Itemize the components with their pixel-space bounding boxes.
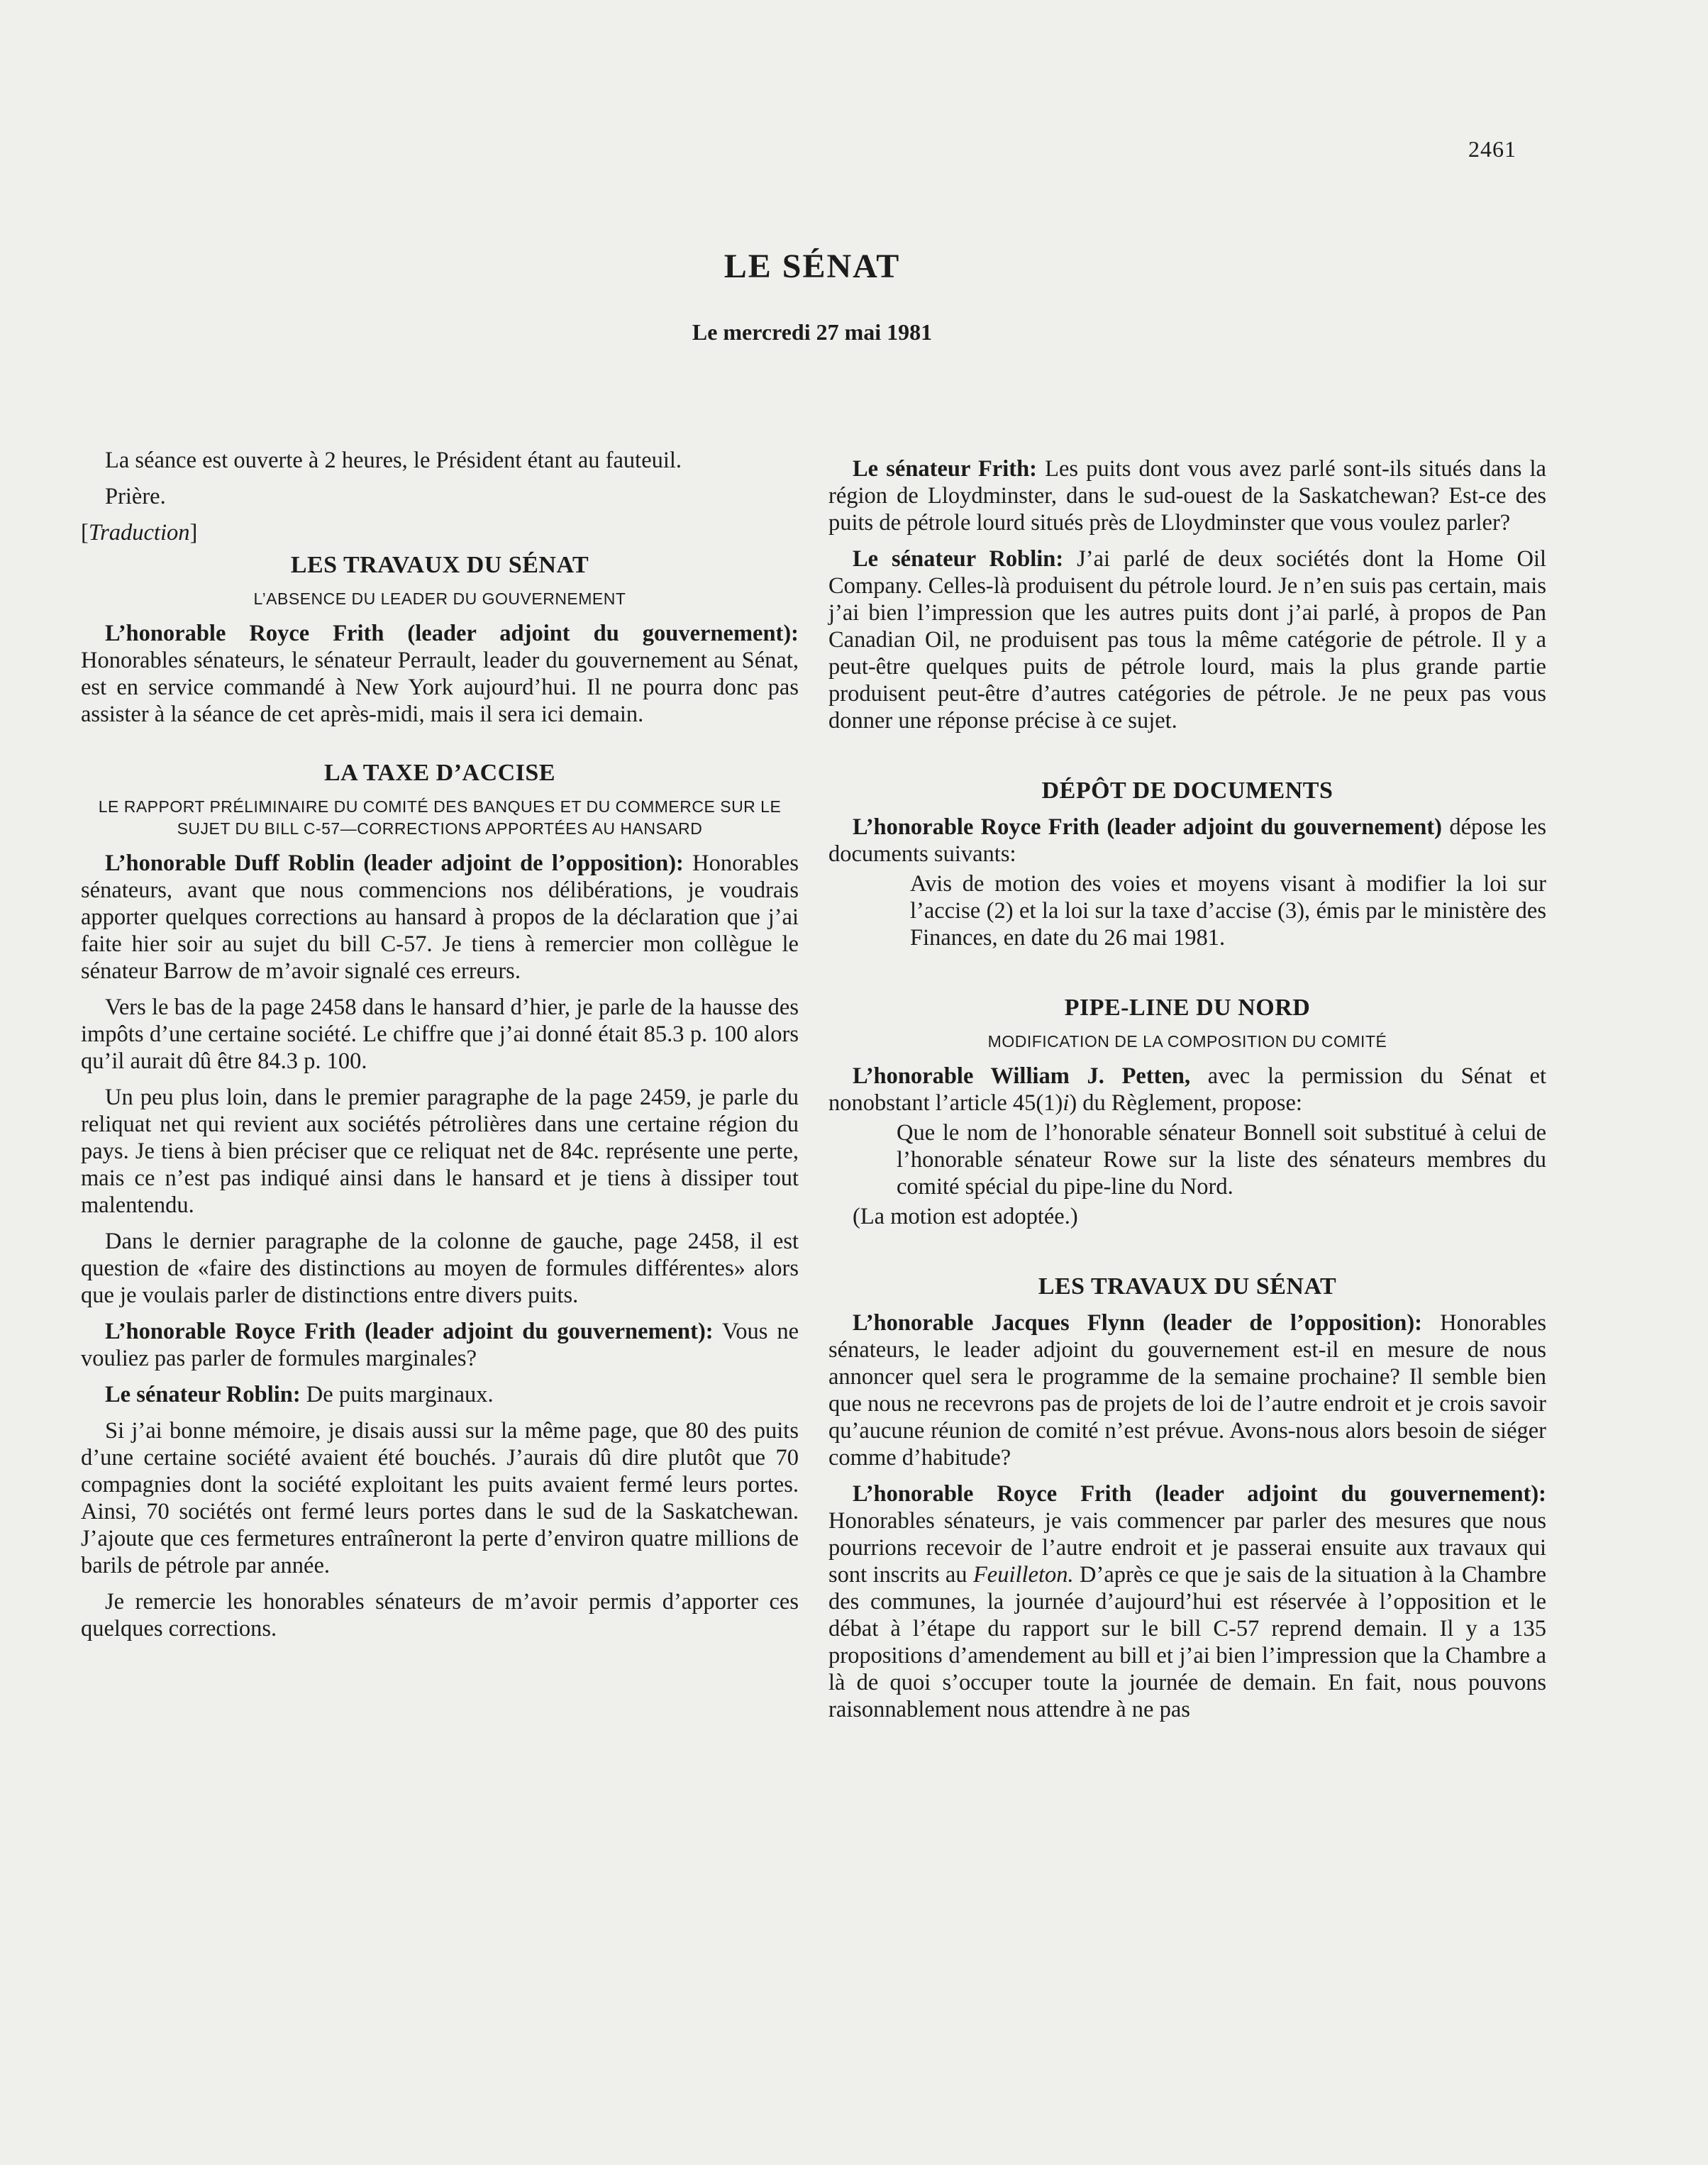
speech-petten — [828, 1063, 1546, 1117]
speaker-name: L’honorable William J. Petten, — [853, 1063, 1191, 1089]
subheading-absence-leader: L’ABSENCE DU LEADER DU GOUVERNEMENT — [253, 589, 626, 608]
heading-travaux-du-senat-2: LES TRAVAUX DU SÉNAT — [1038, 1273, 1337, 1300]
speaker-name: L’honorable Royce Frith (leader adjoint du gouvernement): — [853, 1481, 1546, 1507]
traduction-label: Traduction — [88, 520, 190, 546]
speech-frith-3 — [828, 455, 1546, 536]
speech-text: dépose les documents suivants: — [828, 814, 1546, 867]
speech-roblin-3 — [828, 546, 1546, 734]
heading-pipe-line-du-nord: PIPE-LINE DU NORD — [1064, 995, 1311, 1021]
left-column — [81, 447, 799, 1651]
speaker-name: Le sénateur Frith: — [853, 456, 1037, 482]
paragraph-page-2458: Vers le bas de la page 2458 dans le hansard d’hier, je parle de la hausse des impôts d’une certaine société. Le chiffre que j’ai donné était 85.3 p. 100 alors qu’il aurait dû être 84.3 p. 100. — [81, 995, 799, 1074]
speech-frith-1 — [81, 620, 799, 728]
speaker-name: L’honorable Royce Frith (leader adjoint du gouvernement) — [853, 814, 1443, 840]
masthead-title: LE SÉNAT — [723, 248, 901, 285]
speech-roblin-1 — [81, 850, 799, 985]
paragraph-page-2459: Un peu plus loin, dans le premier paragraphe de la page 2459, je parle du reliquat net qui revient aux sociétés pétrolières dans une certaine région du pays. Je tiens à bien préciser que ce reliquat net de 84c. représente une perte, mais ce n’est pas indiqué ainsi dans le hansard et je tiens à dissiper tout malentendu. — [81, 1085, 799, 1218]
subheading-rapport-preliminaire: LE RAPPORT PRÉLIMINAIRE DU COMITÉ DES BANQUES ET DU COMMERCE SUR LE SUJET DU BILL C-57—CORRECTIONS APPORTÉES AU HANSARD — [98, 797, 782, 838]
subheading-modification-comite: MODIFICATION DE LA COMPOSITION DU COMITÉ — [987, 1032, 1387, 1051]
speaker-name: L’honorable Royce Frith (leader adjoint du gouvernement): — [105, 621, 799, 646]
page-number: 2461 — [1468, 136, 1516, 162]
speaker-name: L’honorable Jacques Flynn (leader de l’opposition): — [853, 1310, 1423, 1336]
speech-text: Honorables sénateurs, le sénateur Perrault, leader du gouvernement au Sénat, est en service commandé à New York aujourd’hui. Il ne pourra donc pas assister à la séance de cet après-midi, mais il sera ici demain. — [81, 648, 799, 727]
speaker-name: L’honorable Royce Frith (leader adjoint du gouvernement): — [105, 1319, 714, 1344]
speech-text: Honorables sénateurs, avant que nous commencions nos délibérations, je voudrais apporter quelques corrections au hansard à propos de la déclaration que j’ai faite hier soir au sujet du bill C-57. Je tiens à remercier mon collègue le sénateur Barrow de m’avoir signalé ces erreurs. — [81, 851, 799, 984]
speech-text-italic: i — [1063, 1090, 1070, 1116]
speech-flynn — [828, 1309, 1546, 1471]
motion-adoptee: (La motion est adoptée.) — [853, 1204, 1078, 1229]
speaker-name: L’honorable Duff Roblin (leader adjoint de l’opposition): — [105, 851, 684, 876]
speech-frith-2 — [81, 1318, 799, 1372]
paragraph-memoire: Si j’ai bonne mémoire, je disais aussi sur la même page, que 80 des puits d’une certaine société avaient été bouchés. J’aurais dû dire plutôt que 70 compagnies dont la société exploitant les puits avaient fermé leurs portes. Ainsi, 70 sociétés ont fermé leurs portes dans le sud de la Saskatchewan. J’ajoute que ces fermetures entraîneront la perte d’environ quatre millions de barils de pétrole par année. — [81, 1418, 799, 1578]
quoted-motion-text: Que le nom de l’honorable sénateur Bonnell soit substitué à celui de l’honorable sénateur Rowe sur la liste des sénateurs membres du comité spécial du pipe-line du Nord. — [897, 1120, 1546, 1200]
quoted-avis-motion: Avis de motion des voies et moyens visant à modifier la loi sur l’accise (2) et la loi sur la taxe d’accise (3), émis par le ministère des Finances, en date du 26 mai 1981. — [910, 871, 1546, 951]
speaker-name: Le sénateur Roblin: — [105, 1382, 301, 1407]
heading-depot-documents: DÉPÔT DE DOCUMENTS — [1041, 777, 1333, 804]
traduction-tag: [Traduction] — [81, 520, 198, 546]
speech-text: Honorables sénateurs, je vais commencer par parler des mesures que nous pourrions recevoir de l’autre endroit et je passerai ensuite aux travaux qui sont inscrits au — [828, 1508, 1546, 1588]
speaker-name: Le sénateur Roblin: — [853, 546, 1064, 572]
speech-text: Les puits dont vous avez parlé sont-ils situés dans la région de Lloydminster, dans le sud-ouest de la Saskatchewan? Est-ce des puits de pétrole lourd situés près de Lloydminster que vous voulez parler? — [828, 456, 1546, 536]
speech-text: Honorables sénateurs, le leader adjoint du gouvernement est-il en mesure de nous annoncer quel sera le programme de la semaine prochaine? Il semble bien que nous ne recevrons pas de projets de loi de l’autre endroit et je crois savoir qu’aucune réunion de comité n’est prévue. Avons-nous alors besoin de siéger comme d’habitude? — [828, 1310, 1547, 1471]
speech-frith-4 — [828, 814, 1546, 868]
priere-line: Prière. — [105, 484, 166, 509]
opening-paragraph: La séance est ouverte à 2 heures, le Président étant au fauteuil. — [105, 448, 682, 473]
speech-text: avec la permission du Sénat et nonobstant l’article 45(1) — [828, 1063, 1546, 1116]
paragraph-colonne-gauche: Dans le dernier paragraphe de la colonne de gauche, page 2458, il est question de «faire des distinctions au moyen de formules différentes» alors que je voulais parler de distinctions entre divers puits. — [81, 1229, 799, 1308]
right-column — [828, 455, 1546, 1732]
speech-frith-5 — [828, 1480, 1546, 1723]
feuilleton-italic: Feuilleton. — [972, 1562, 1074, 1588]
heading-taxe-accise: LA TAXE D’ACCISE — [323, 760, 556, 786]
speech-text: Vous ne vouliez pas parler de formules marginales? — [81, 1319, 799, 1371]
sitting-date: Le mercredi 27 mai 1981 — [692, 319, 933, 345]
heading-travaux-du-senat: LES TRAVAUX DU SÉNAT — [290, 552, 589, 578]
speech-text: J’ai parlé de deux sociétés dont la Home Oil Company. Celles-là produisent du pétrole lourd. Je n’en suis pas certain, mais j’ai bien l’impression que les autres puits dont j’ai parlé, à propos de Pan Canadian Oil, ne produisent pas tous la même catégorie de pétrole. Il y a peut-être quelques puits de pétrole lourd, mais la plus grande partie produisent peut-être d’autres catégories de pétrole. Je ne peux pas vous donner une réponse précise à ce sujet. — [828, 546, 1547, 733]
speech-text: De puits marginaux. — [300, 1382, 494, 1407]
paragraph-remerciements: Je remercie les honorables sénateurs de m’avoir permis d’apporter ces quelques corrections. — [81, 1589, 799, 1641]
speech-text: ) du Règlement, propose: — [1069, 1090, 1302, 1116]
speech-roblin-2 — [81, 1381, 799, 1408]
speech-text: D’après ce que je sais de la situation à la Chambre des communes, la journée d’aujourd’hui est réservée à l’opposition et le débat à l’étape du rapport sur le bill C-57 reprend demain. Il y a 135 propositions d’amendement au bill et j’ai bien l’impression que la Chambre a là de quoi s’occuper toute la journée de demain. En fait, nous pouvons raisonnablement nous attendre à ne pas — [828, 1562, 1546, 1722]
